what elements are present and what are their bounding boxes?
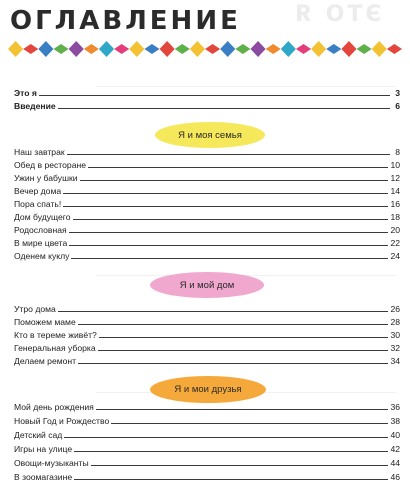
toc-leader-line [78,363,388,364]
toc-entry-page: 10 [390,160,400,170]
toc-entry-label: Генеральная уборка [14,343,96,353]
toc-entry-page: 3 [395,88,400,98]
toc-entry-label: Родословная [14,225,67,235]
toc-entry-page: 28 [390,317,400,327]
toc-entry-page: 16 [390,199,400,209]
ribbon-diamond [99,41,114,57]
toc-entry[interactable] [14,210,400,222]
toc-entry-label: В мире цвета [14,238,68,248]
toc-entry-page: 44 [390,458,400,468]
toc-entry[interactable] [14,341,400,353]
toc-entry-page: 20 [390,225,400,235]
toc-leader-line [74,479,388,480]
toc-entry-label: Оденем куклу [14,251,70,261]
toc-entry-label: Ужин у бабушки [14,173,78,183]
ribbon-diamond [53,44,68,54]
toc-entry[interactable] [14,315,400,327]
toc-leader-line [64,437,388,438]
toc-entry-label: Вечер дома [14,186,62,196]
toc-leader-line [58,108,390,109]
decorative-ribbon [8,40,402,58]
toc-entry-page: 6 [395,101,400,111]
toc-entry-label: Это я [14,88,37,98]
toc-entry-label: Пора спать! [14,199,62,209]
toc-leader-line [88,167,388,168]
ribbon-diamond [311,41,326,57]
toc-entry-intro[interactable] [14,86,400,98]
toc-entry-page: 14 [390,186,400,196]
toc-entry[interactable] [14,158,400,170]
toc-entry-label: Мой день рождения [14,402,94,412]
ribbon-diamond [190,41,205,57]
toc-entry[interactable] [14,470,400,482]
toc-leader-line [73,219,389,220]
toc-entry[interactable] [14,456,400,468]
toc-entry-page: 18 [390,212,400,222]
toc-entry-label: Новый Год и Рождество [14,416,110,426]
ribbon-diamond [23,44,38,54]
toc-entry-page: 42 [390,444,400,454]
toc-entry[interactable] [14,223,400,235]
toc-entry[interactable] [14,249,400,261]
toc-entry-page: 40 [390,430,400,440]
page-title: ОГЛАВЛЕНИЕ [10,6,241,36]
ribbon-diamond [129,41,144,57]
ribbon-diamond [281,41,296,57]
toc-entry-page: 26 [390,304,400,314]
ribbon-diamond [235,44,250,54]
toc-entry-intro[interactable] [14,99,400,111]
toc-entry[interactable] [14,442,400,454]
toc-entry-label: Овощи-музыканты [14,458,89,468]
ribbon-diamond [114,44,129,54]
toc-entry-label: Наш завтрак [14,147,65,157]
toc-leader-line [80,180,389,181]
ribbon-diamond [175,44,190,54]
toc-entry[interactable] [14,184,400,196]
toc-entry-label: Обед в ресторане [14,160,87,170]
ribbon-diamond [266,44,281,54]
ribbon-diamond [326,44,341,54]
section-heading-home: Я и мой дом [150,272,264,298]
toc-entry-page: 38 [390,416,400,426]
ribbon-diamond [160,41,175,57]
toc-leader-line [69,232,389,233]
toc-leader-line [63,206,388,207]
toc-entry[interactable] [14,328,400,340]
toc-leader-line [58,311,389,312]
ribbon-diamond [372,41,387,57]
toc-entry[interactable] [14,400,400,412]
toc-entry[interactable] [14,236,400,248]
toc-entry-page: 32 [390,343,400,353]
toc-entry-label: Введение [14,101,56,111]
toc-entry-page: 30 [390,330,400,340]
toc-leader-line [71,258,388,259]
toc-leader-line [39,95,390,96]
toc-entry-label: Дом будущего [14,212,71,222]
toc-entry-page: 36 [390,402,400,412]
ribbon-diamond [220,41,235,57]
toc-leader-line [78,324,389,325]
toc-entry[interactable] [14,302,400,314]
toc-entry-label: Поможем маме [14,317,76,327]
toc-leader-line [96,409,389,410]
ribbon-diamond [84,44,99,54]
toc-entry-page: 12 [390,173,400,183]
toc-entry[interactable] [14,354,400,366]
ribbon-diamond [387,44,402,54]
toc-entry-label: Утро дома [14,304,56,314]
toc-leader-line [99,337,389,338]
toc-entry[interactable] [14,197,400,209]
toc-entry[interactable] [14,145,400,157]
toc-entry-page: 34 [390,356,400,366]
toc-entry-page: 22 [390,238,400,248]
ribbon-diamond [205,44,220,54]
toc-entry-page: 24 [390,251,400,261]
toc-leader-line [69,245,388,246]
ribbon-diamond [38,41,53,57]
toc-leader-line [63,193,388,194]
toc-leader-line [111,423,388,424]
ribbon-diamond [144,44,159,54]
toc-entry-label: Игры на улице [14,444,73,454]
toc-entry[interactable] [14,414,400,426]
toc-entry[interactable] [14,428,400,440]
ribbon-diamond [8,41,23,57]
section-heading-friends: Я и мои друзья [150,376,266,403]
toc-entry-label: Детский сад [14,430,63,440]
ribbon-diamond [296,44,311,54]
ribbon-diamond [250,41,265,57]
ribbon-diamond [69,41,84,57]
toc-entry[interactable] [14,171,400,183]
toc-entry-label: Кто в тереме живёт? [14,330,97,340]
toc-entry-page: 46 [390,472,400,482]
toc-leader-line [74,451,388,452]
toc-entry-label: В зоомагазине [14,472,73,482]
toc-entry-page: 8 [395,147,400,157]
toc-leader-line [91,465,389,466]
ribbon-diamond [357,44,372,54]
toc-entry-label: Делаем ремонт [14,356,77,366]
ribbon-diamond [341,41,356,57]
toc-leader-line [67,154,390,155]
section-heading-family: Я и моя семья [155,122,265,148]
bleed-through-text: ЭТО Я [292,2,382,27]
toc-leader-line [98,350,389,351]
